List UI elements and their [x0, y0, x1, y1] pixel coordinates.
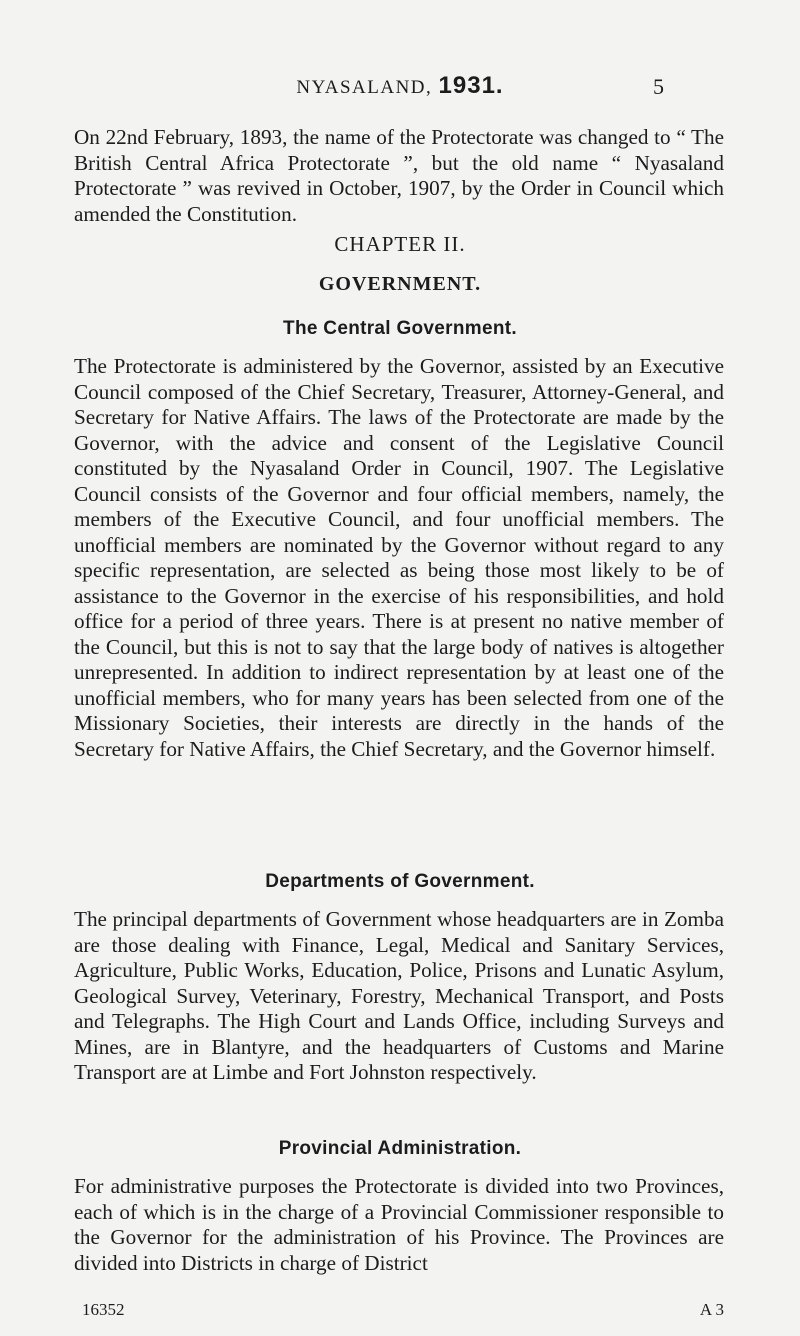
chapter-label: CHAPTER II. [334, 232, 466, 256]
print-number: 16352 [82, 1300, 125, 1319]
section-paragraph-departments: The principal departments of Government whose headquarters are in Zomba are those dealing with Finance, Legal, Medical and Sanitary Services, Agriculture, Public Works, Education, Police, Prisons and Lunatic Asylum, Geological Survey, Veterinary, Forestry, Mechanical Transport, and Posts and Telegraphs. The High Court and Lands Office, including Surveys and Mines, are in Blantyre, and the headquarters of Customs and Marine Transport are at Limbe and Fort Johnston respectively. [74, 907, 724, 1084]
section-provincial [74, 1174, 724, 1276]
section-paragraph-provincial: For administrative purposes the Protectorate is divided into two Provinces, each of which is in the charge of a Provincial Commissioner responsible to the Governor for the administration of his Province. The Provinces are divided into Districts in charge of District [74, 1174, 724, 1275]
running-title-text: NYASALAND, [296, 77, 433, 98]
section-heading-central-government: The Central Government. [283, 318, 517, 339]
running-title [0, 72, 800, 100]
running-title-year: 1931. [438, 72, 504, 99]
section-paragraph-central-government: The Protectorate is administered by the Governor, assisted by an Executive Council composed of the Chief Secretary, Treasurer, Attorney-General, and Secretary for Native Affairs. The laws of the Protectorate are made by the Governor, with the advice and consent of the Legislative Council constituted by the Nyasaland Order in Council, 1907. The Legislative Council consists of the Governor and four official members, namely, the members of the Executive Council, and four unofficial members. The unofficial members are nominated by the Governor without regard to any specific representation, are selected as being those most likely to be of assistance to the Governor in the exercise of his responsibilities, and hold office for a period of three years. There is at present no native member of the Council, but this is not to say that the large body of natives is altogether unrepresented. In addition to indirect representation by at least one of the unofficial members, who for many years has been selected from one of the Missionary Societies, their interests are directly in the hands of the Secretary for Native Affairs, the Chief Secretary, and the Governor himself. [74, 354, 724, 761]
running-head [0, 72, 800, 106]
page-number: 5 [653, 74, 664, 99]
section-heading-departments: Departments of Government. [265, 871, 535, 892]
intro-paragraph: On 22nd February, 1893, the name of the Protectorate was changed to “ The British Central Africa Protectorate ”, but the old name “ Nyasaland Protectorate ” was revived in October, 1907, by the Order in Council which amended the Constitution. [74, 125, 724, 226]
intro-block [74, 125, 724, 227]
section-heading-provincial: Provincial Administration. [278, 1138, 522, 1159]
chapter-title: GOVERNMENT. [318, 273, 482, 295]
page-footer [74, 1300, 724, 1324]
signature-mark: A 3 [699, 1300, 724, 1319]
section-central-government [74, 354, 724, 762]
section-departments [74, 907, 724, 1086]
